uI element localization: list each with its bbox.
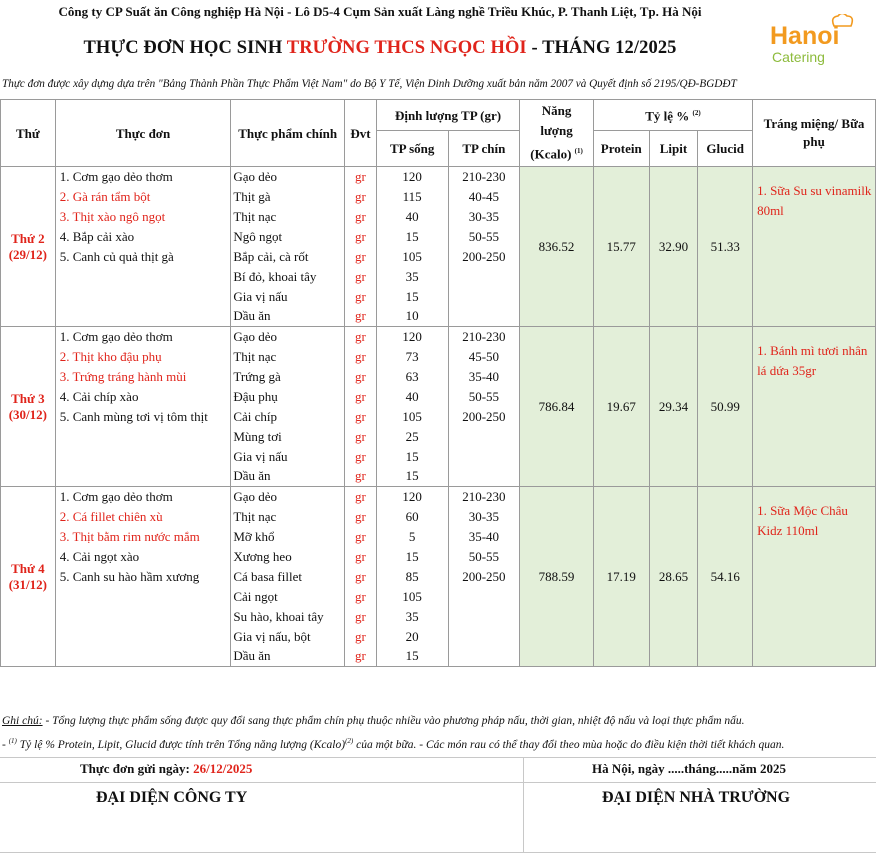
- dish-name: 3. Thịt bằm rim nước mắm: [55, 527, 231, 547]
- cooked-quantity: [448, 267, 520, 287]
- dish-name: 5. Canh su hào hầm xương: [55, 567, 231, 587]
- unit-cell: gr: [345, 447, 377, 467]
- company-header: Công ty CP Suất ăn Công nghiệp Hà Nội - Lô D5-4 Cụm Sản xuất Làng nghề Triều Khúc, P. Thanh Liệt, Tp. Hà Nội: [58, 4, 702, 19]
- glucid-value: 54.16: [698, 487, 753, 667]
- divider: [0, 782, 876, 783]
- main-ingredient: Cải chíp: [231, 407, 345, 427]
- raw-quantity: 15: [376, 467, 448, 487]
- unit-cell: gr: [345, 307, 377, 327]
- cooked-quantity: 210-230: [448, 327, 520, 347]
- unit-cell: gr: [345, 167, 377, 187]
- day-cell: [1, 167, 56, 327]
- main-ingredient: Thịt nạc: [231, 507, 345, 527]
- dessert-cell: 1. Bánh mì tươi nhân lá dứa 35gr: [753, 327, 876, 487]
- divider: [0, 757, 876, 758]
- header-menu: Thực đơn: [55, 100, 231, 167]
- cooked-quantity: 50-55: [448, 547, 520, 567]
- header-main-food: Thực phẩm chính: [231, 100, 345, 167]
- dish-name: [55, 647, 231, 667]
- dish-name: [55, 427, 231, 447]
- school-name: TRƯỜNG THCS NGỌC HỒI: [286, 38, 527, 58]
- day-date: (31/12): [8, 576, 47, 592]
- main-ingredient: Cải ngọt: [231, 587, 345, 607]
- cooked-quantity: 200-250: [448, 247, 520, 267]
- cooked-quantity: 200-250: [448, 567, 520, 587]
- unit-cell: gr: [345, 567, 377, 587]
- company-representative: ĐẠI DIỆN CÔNG TY: [96, 789, 248, 806]
- main-ingredient: Gia vị nấu: [231, 287, 345, 307]
- table-row: [1, 167, 876, 187]
- raw-quantity: 120: [376, 487, 448, 507]
- day-label: Thứ 2: [11, 230, 45, 246]
- divider: [523, 757, 524, 852]
- energy-value: 786.84: [520, 327, 594, 487]
- day-date: (29/12): [8, 246, 47, 262]
- dish-name: 3. Thịt xào ngô ngọt: [55, 207, 231, 227]
- cooked-quantity: [448, 587, 520, 607]
- unit-cell: gr: [345, 207, 377, 227]
- cooked-quantity: 35-40: [448, 367, 520, 387]
- main-ingredient: Gạo dẻo: [231, 487, 345, 507]
- header-cooked: TP chín: [448, 131, 520, 167]
- dish-name: [55, 627, 231, 647]
- raw-quantity: 35: [376, 607, 448, 627]
- raw-quantity: 63: [376, 367, 448, 387]
- header-day: Thứ: [1, 100, 56, 167]
- raw-quantity: 15: [376, 227, 448, 247]
- cooked-quantity: 50-55: [448, 227, 520, 247]
- raw-quantity: 15: [376, 287, 448, 307]
- dish-name: [55, 587, 231, 607]
- dish-name: [55, 467, 231, 487]
- unit-cell: gr: [345, 287, 377, 307]
- company-logo: [764, 14, 872, 70]
- cooked-quantity: 30-35: [448, 507, 520, 527]
- cooked-quantity: [448, 307, 520, 327]
- sent-date: Thực đơn gửi ngày: 26/12/2025: [80, 761, 253, 776]
- raw-quantity: 40: [376, 387, 448, 407]
- page-title: [0, 38, 760, 59]
- title-prefix: THỰC ĐƠN HỌC SINH: [83, 38, 287, 58]
- unit-cell: gr: [345, 347, 377, 367]
- unit-cell: gr: [345, 487, 377, 507]
- main-ingredient: Mùng tơi: [231, 427, 345, 447]
- header-ratio: Tỷ lệ % $^{(2)}$: [593, 100, 752, 131]
- raw-quantity: 25: [376, 427, 448, 447]
- chef-hat-icon: [764, 14, 872, 70]
- glucid-value: 51.33: [698, 167, 753, 327]
- cooked-quantity: [448, 627, 520, 647]
- cooked-quantity: [448, 647, 520, 667]
- day-label: Thứ 3: [11, 390, 45, 406]
- cooked-quantity: [448, 287, 520, 307]
- cooked-quantity: 30-35: [448, 207, 520, 227]
- note-label: Ghi chú:: [2, 715, 43, 727]
- main-ingredient: Dầu ăn: [231, 307, 345, 327]
- note-line-2: - $^{(1)}$ Tỷ lệ % Protein, Lipit, Glucid được tính trên Tổng năng lượng (Kcalo)$^{(2)}$ của một bữa. - Các món rau có thể thay đổi theo mùa hoặc do điều kiện thời tiết khách quan.: [2, 737, 785, 751]
- main-ingredient: Gạo dẻo: [231, 167, 345, 187]
- main-ingredient: Mỡ khổ: [231, 527, 345, 547]
- cooked-quantity: 210-230: [448, 487, 520, 507]
- dish-name: [55, 447, 231, 467]
- dish-name: 5. Canh mùng tơi vị tôm thịt: [55, 407, 231, 427]
- unit-cell: gr: [345, 507, 377, 527]
- header-lipit: Lipit: [649, 131, 698, 167]
- dish-name: 1. Cơm gạo dẻo thơm: [55, 487, 231, 507]
- school-representative: ĐẠI DIỆN NHÀ TRƯỜNG: [602, 789, 791, 806]
- raw-quantity: 5: [376, 527, 448, 547]
- header-protein: Protein: [593, 131, 649, 167]
- header-energy: Năng lượng (Kcalo) $^{(1)}$: [520, 100, 594, 167]
- unit-cell: gr: [345, 187, 377, 207]
- raw-quantity: 115: [376, 187, 448, 207]
- main-ingredient: Bí đỏ, khoai tây: [231, 267, 345, 287]
- title-suffix: - THÁNG 12/2025: [526, 38, 677, 58]
- unit-cell: gr: [345, 427, 377, 447]
- source-note: Thực đơn được xây dựng dựa trên "Bảng Thành Phần Thực Phẩm Việt Nam" do Bộ Y Tế, Viện Dinh Dưỡng xuất bản năm 2007 và Quyết định số 2195/QĐ-BGDĐT: [2, 78, 737, 90]
- unit-cell: gr: [345, 587, 377, 607]
- unit-cell: gr: [345, 267, 377, 287]
- main-ingredient: Đậu phụ: [231, 387, 345, 407]
- raw-quantity: 105: [376, 247, 448, 267]
- cooked-quantity: 50-55: [448, 387, 520, 407]
- unit-cell: gr: [345, 387, 377, 407]
- table-row: [1, 327, 876, 347]
- raw-quantity: 35: [376, 267, 448, 287]
- unit-cell: gr: [345, 327, 377, 347]
- logo-sub: Catering: [772, 49, 825, 65]
- unit-cell: gr: [345, 407, 377, 427]
- logo-brand: Hanoi: [770, 22, 840, 50]
- lipit-value: 29.34: [649, 327, 698, 487]
- dish-name: 1. Cơm gạo dẻo thơm: [55, 167, 231, 187]
- main-ingredient: Su hào, khoai tây: [231, 607, 345, 627]
- raw-quantity: 15: [376, 647, 448, 667]
- glucid-value: 50.99: [698, 327, 753, 487]
- protein-value: 17.19: [593, 487, 649, 667]
- raw-quantity: 120: [376, 327, 448, 347]
- protein-value: 19.67: [593, 327, 649, 487]
- raw-quantity: 105: [376, 407, 448, 427]
- header-unit: Đvt: [345, 100, 377, 167]
- dish-name: [55, 267, 231, 287]
- main-ingredient: Thịt nạc: [231, 207, 345, 227]
- cooked-quantity: 45-50: [448, 347, 520, 367]
- dish-name: 2. Thịt kho đậu phụ: [55, 347, 231, 367]
- main-ingredient: Thịt nạc: [231, 347, 345, 367]
- day-cell: [1, 327, 56, 487]
- dish-name: 2. Cá fillet chiên xù: [55, 507, 231, 527]
- cooked-quantity: 35-40: [448, 527, 520, 547]
- header-raw: TP sống: [376, 131, 448, 167]
- raw-quantity: 120: [376, 167, 448, 187]
- main-ingredient: Gia vị nấu: [231, 447, 345, 467]
- note-line-1: [2, 715, 745, 727]
- dish-name: 4. Cải chíp xào: [55, 387, 231, 407]
- menu-table: [0, 99, 876, 667]
- unit-cell: gr: [345, 627, 377, 647]
- main-ingredient: Xương heo: [231, 547, 345, 567]
- cooked-quantity: 40-45: [448, 187, 520, 207]
- raw-quantity: 15: [376, 547, 448, 567]
- divider: [0, 852, 876, 853]
- header-dessert: Tráng miệng/ Bữa phụ: [753, 100, 876, 167]
- cooked-quantity: [448, 427, 520, 447]
- main-ingredient: Dầu ăn: [231, 647, 345, 667]
- protein-value: 15.77: [593, 167, 649, 327]
- cooked-quantity: 200-250: [448, 407, 520, 427]
- place-date: Hà Nội, ngày .....tháng.....năm 2025: [592, 761, 786, 776]
- unit-cell: gr: [345, 467, 377, 487]
- unit-cell: gr: [345, 367, 377, 387]
- dish-name: [55, 307, 231, 327]
- unit-cell: gr: [345, 247, 377, 267]
- dish-name: [55, 287, 231, 307]
- dish-name: [55, 607, 231, 627]
- unit-cell: gr: [345, 227, 377, 247]
- dish-name: 3. Trứng tráng hành mùi: [55, 367, 231, 387]
- main-ingredient: Bắp cải, cà rốt: [231, 247, 345, 267]
- dish-name: 4. Cải ngọt xào: [55, 547, 231, 567]
- day-label: Thứ 4: [11, 560, 45, 576]
- dish-name: 1. Cơm gạo dẻo thơm: [55, 327, 231, 347]
- dish-name: 5. Canh củ quả thịt gà: [55, 247, 231, 267]
- raw-quantity: 15: [376, 447, 448, 467]
- main-ingredient: Cá basa fillet: [231, 567, 345, 587]
- main-ingredient: Dầu ăn: [231, 467, 345, 487]
- unit-cell: gr: [345, 527, 377, 547]
- raw-quantity: 10: [376, 307, 448, 327]
- main-ingredient: Ngô ngọt: [231, 227, 345, 247]
- main-ingredient: Gia vị nấu, bột: [231, 627, 345, 647]
- day-cell: [1, 487, 56, 667]
- dessert-cell: 1. Sữa Su su vinamilk 80ml: [753, 167, 876, 327]
- raw-quantity: 60: [376, 507, 448, 527]
- raw-quantity: 85: [376, 567, 448, 587]
- day-date: (30/12): [8, 406, 47, 422]
- note-text-1: - Tổng lượng thực phẩm sống được quy đổi sang thực phẩm chín phụ thuộc nhiều vào phương pháp nấu, thời gian, nhiệt độ nấu và loại thực phẩm nấu.: [42, 715, 745, 727]
- unit-cell: gr: [345, 607, 377, 627]
- table-row: [1, 487, 876, 507]
- cooked-quantity: 210-230: [448, 167, 520, 187]
- dessert-cell: 1. Sữa Mộc Châu Kidz 110ml: [753, 487, 876, 667]
- raw-quantity: 105: [376, 587, 448, 607]
- lipit-value: 28.65: [649, 487, 698, 667]
- energy-value: 836.52: [520, 167, 594, 327]
- cooked-quantity: [448, 607, 520, 627]
- main-ingredient: Trứng gà: [231, 367, 345, 387]
- lipit-value: 32.90: [649, 167, 698, 327]
- cooked-quantity: [448, 447, 520, 467]
- energy-value: 788.59: [520, 487, 594, 667]
- header-glucid: Glucid: [698, 131, 753, 167]
- main-ingredient: Thịt gà: [231, 187, 345, 207]
- header-quantity: Định lượng TP (gr): [376, 100, 519, 131]
- unit-cell: gr: [345, 547, 377, 567]
- raw-quantity: 73: [376, 347, 448, 367]
- cooked-quantity: [448, 467, 520, 487]
- raw-quantity: 20: [376, 627, 448, 647]
- raw-quantity: 40: [376, 207, 448, 227]
- dish-name: 4. Bắp cải xào: [55, 227, 231, 247]
- dish-name: 2. Gà rán tẩm bột: [55, 187, 231, 207]
- main-ingredient: Gạo dẻo: [231, 327, 345, 347]
- unit-cell: gr: [345, 647, 377, 667]
